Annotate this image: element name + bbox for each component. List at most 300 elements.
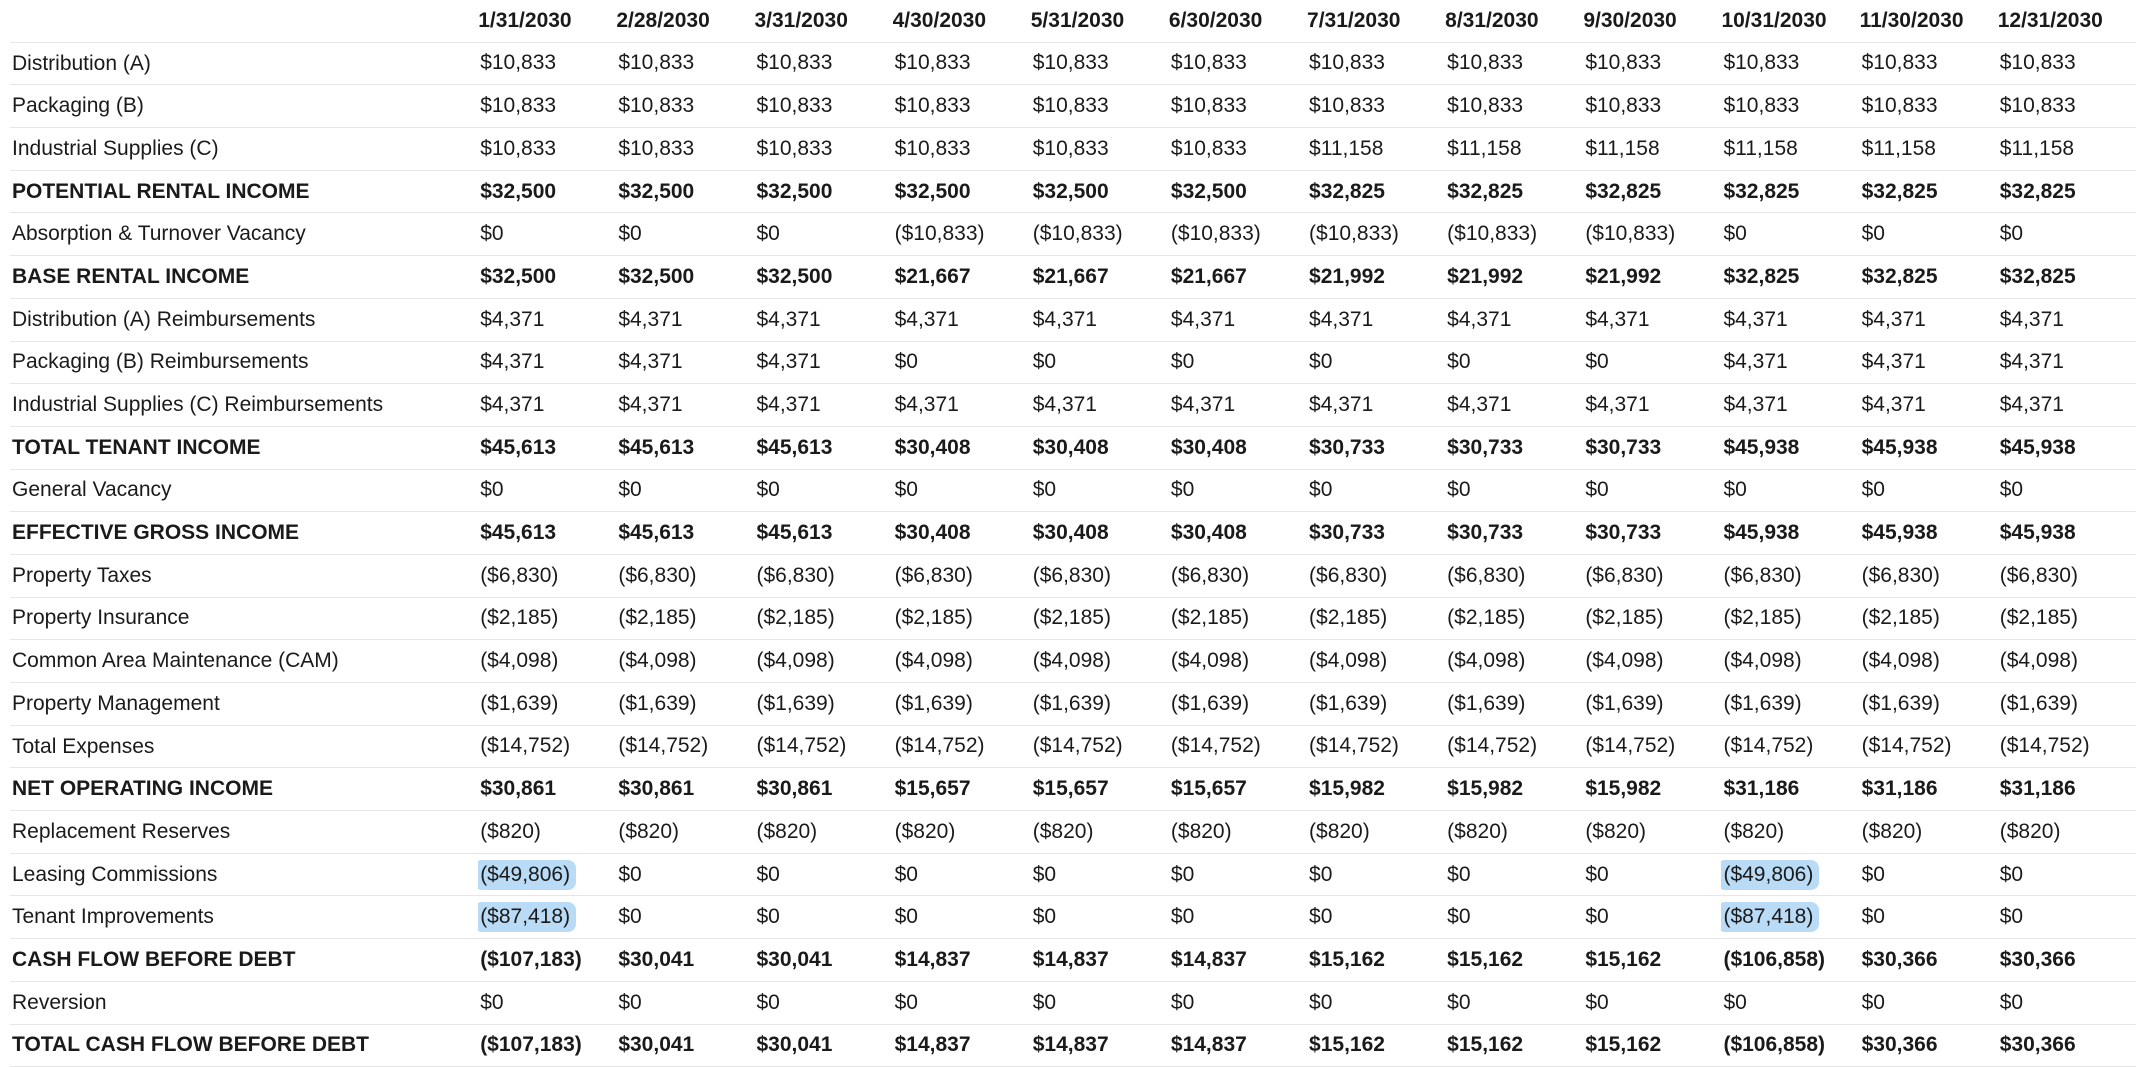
value-cell[interactable]: [616, 1024, 754, 1067]
value-cell[interactable]: [1860, 384, 1998, 427]
value-cell[interactable]: [1445, 341, 1583, 384]
value-cell[interactable]: [893, 512, 1031, 555]
value-cell[interactable]: [1860, 939, 1998, 982]
value-cell[interactable]: [1445, 170, 1583, 213]
value-cell[interactable]: [1860, 853, 1998, 896]
value-cell[interactable]: [1169, 640, 1307, 683]
value-cell[interactable]: [1445, 384, 1583, 427]
value-cell[interactable]: [1583, 1024, 1721, 1067]
value-cell[interactable]: [1031, 469, 1169, 512]
value-cell[interactable]: [1169, 725, 1307, 768]
value-cell[interactable]: [754, 811, 892, 854]
value-cell[interactable]: [1445, 939, 1583, 982]
value-cell[interactable]: [616, 597, 754, 640]
value-cell[interactable]: [893, 298, 1031, 341]
value-cell[interactable]: [1169, 981, 1307, 1024]
value-cell[interactable]: [1031, 128, 1169, 171]
value-cell[interactable]: [616, 298, 754, 341]
value-cell[interactable]: [1860, 128, 1998, 171]
value-cell[interactable]: [478, 683, 616, 726]
value-cell[interactable]: [1307, 426, 1445, 469]
value-cell[interactable]: [1445, 512, 1583, 555]
value-cell[interactable]: [893, 170, 1031, 213]
value-cell[interactable]: [1445, 1024, 1583, 1067]
column-header-date: 7/31/2030: [1307, 0, 1445, 42]
value-cell[interactable]: [1721, 426, 1859, 469]
value-cell[interactable]: [754, 341, 892, 384]
value-cell[interactable]: [1721, 768, 1859, 811]
value-cell[interactable]: [1998, 640, 2136, 683]
value-cell[interactable]: [1031, 896, 1169, 939]
value-cell[interactable]: [1307, 1024, 1445, 1067]
cell-value: $11,158: [1999, 136, 2075, 160]
value-cell[interactable]: [1860, 896, 1998, 939]
value-cell[interactable]: [893, 42, 1031, 85]
value-cell[interactable]: [478, 640, 616, 683]
value-cell[interactable]: [893, 768, 1031, 811]
value-cell[interactable]: [1583, 768, 1721, 811]
value-cell[interactable]: [1721, 298, 1859, 341]
value-cell[interactable]: [1721, 939, 1859, 982]
value-cell[interactable]: [1307, 42, 1445, 85]
value-cell[interactable]: [893, 128, 1031, 171]
value-cell[interactable]: [1031, 725, 1169, 768]
value-cell[interactable]: [1307, 213, 1445, 256]
value-cell[interactable]: [1860, 170, 1998, 213]
value-cell[interactable]: [754, 768, 892, 811]
value-cell[interactable]: [1583, 298, 1721, 341]
value-cell[interactable]: [754, 42, 892, 85]
value-cell[interactable]: [754, 640, 892, 683]
value-cell[interactable]: [754, 683, 892, 726]
value-cell[interactable]: [1169, 384, 1307, 427]
value-cell[interactable]: [1721, 128, 1859, 171]
value-cell[interactable]: [1998, 298, 2136, 341]
value-cell[interactable]: [1998, 981, 2136, 1024]
value-cell[interactable]: [1998, 128, 2136, 171]
value-cell[interactable]: [1307, 768, 1445, 811]
value-cell[interactable]: [1721, 725, 1859, 768]
value-cell[interactable]: [754, 384, 892, 427]
value-cell[interactable]: [1031, 683, 1169, 726]
value-cell[interactable]: [1031, 640, 1169, 683]
value-cell[interactable]: [1445, 128, 1583, 171]
value-cell[interactable]: [1860, 554, 1998, 597]
value-cell[interactable]: [1998, 811, 2136, 854]
value-cell[interactable]: [1998, 256, 2136, 299]
value-cell[interactable]: [1998, 469, 2136, 512]
value-cell[interactable]: [1445, 597, 1583, 640]
value-cell[interactable]: [1998, 512, 2136, 555]
value-cell[interactable]: [478, 256, 616, 299]
value-cell[interactable]: [478, 384, 616, 427]
value-cell[interactable]: [1998, 213, 2136, 256]
value-cell[interactable]: [616, 725, 754, 768]
value-cell[interactable]: [1583, 426, 1721, 469]
value-cell[interactable]: [893, 811, 1031, 854]
value-cell[interactable]: [478, 939, 616, 982]
value-cell[interactable]: [1307, 256, 1445, 299]
value-cell[interactable]: [616, 384, 754, 427]
value-cell[interactable]: [1583, 939, 1721, 982]
value-cell[interactable]: [1583, 469, 1721, 512]
value-cell[interactable]: [893, 896, 1031, 939]
value-cell[interactable]: [1307, 811, 1445, 854]
value-cell[interactable]: [1860, 1024, 1998, 1067]
value-cell[interactable]: [478, 853, 616, 896]
value-cell[interactable]: [478, 512, 616, 555]
value-cell[interactable]: [1998, 384, 2136, 427]
value-cell[interactable]: [616, 213, 754, 256]
value-cell[interactable]: [1031, 939, 1169, 982]
value-cell[interactable]: [616, 939, 754, 982]
value-cell[interactable]: [893, 384, 1031, 427]
value-cell[interactable]: [1169, 811, 1307, 854]
value-cell[interactable]: [1031, 512, 1169, 555]
value-cell[interactable]: [1445, 896, 1583, 939]
value-cell[interactable]: [754, 256, 892, 299]
value-cell[interactable]: [616, 896, 754, 939]
value-cell[interactable]: [616, 768, 754, 811]
value-cell[interactable]: [1583, 853, 1721, 896]
value-cell[interactable]: [1721, 1024, 1859, 1067]
value-cell[interactable]: [1860, 597, 1998, 640]
value-cell[interactable]: [478, 341, 616, 384]
value-cell[interactable]: [1445, 42, 1583, 85]
value-cell[interactable]: [1445, 981, 1583, 1024]
value-cell[interactable]: [1169, 853, 1307, 896]
value-cell[interactable]: [1307, 896, 1445, 939]
value-cell[interactable]: [1031, 298, 1169, 341]
value-cell[interactable]: [754, 512, 892, 555]
value-cell[interactable]: [1583, 811, 1721, 854]
value-cell[interactable]: [1721, 896, 1859, 939]
value-cell[interactable]: [478, 469, 616, 512]
value-cell[interactable]: [1445, 640, 1583, 683]
value-cell[interactable]: [893, 725, 1031, 768]
value-cell[interactable]: [1860, 256, 1998, 299]
value-cell[interactable]: [478, 213, 616, 256]
value-cell[interactable]: [1031, 213, 1169, 256]
cell-value: $30,733: [1585, 521, 1662, 545]
value-cell[interactable]: [754, 426, 892, 469]
value-cell[interactable]: [478, 1024, 616, 1067]
value-cell[interactable]: [1445, 811, 1583, 854]
value-cell[interactable]: [478, 170, 616, 213]
value-cell[interactable]: [1169, 42, 1307, 85]
value-cell[interactable]: [1307, 683, 1445, 726]
value-cell[interactable]: [754, 853, 892, 896]
value-cell[interactable]: [1998, 725, 2136, 768]
value-cell[interactable]: [1721, 512, 1859, 555]
value-cell[interactable]: [1445, 853, 1583, 896]
value-cell[interactable]: [754, 128, 892, 171]
value-cell[interactable]: [1169, 1024, 1307, 1067]
value-cell[interactable]: [616, 426, 754, 469]
value-cell[interactable]: [1307, 725, 1445, 768]
value-cell[interactable]: [1307, 384, 1445, 427]
value-cell[interactable]: [478, 128, 616, 171]
value-cell[interactable]: [1583, 341, 1721, 384]
value-cell[interactable]: [478, 725, 616, 768]
cell-value: $0: [1447, 990, 1471, 1014]
value-cell[interactable]: [478, 811, 616, 854]
value-cell[interactable]: [478, 298, 616, 341]
value-cell[interactable]: [1860, 85, 1998, 128]
value-cell[interactable]: [1583, 213, 1721, 256]
value-cell[interactable]: [1169, 170, 1307, 213]
value-cell[interactable]: [1445, 426, 1583, 469]
value-cell[interactable]: [1169, 213, 1307, 256]
value-cell[interactable]: [1031, 384, 1169, 427]
value-cell[interactable]: [616, 981, 754, 1024]
value-cell[interactable]: [1445, 725, 1583, 768]
value-cell[interactable]: [616, 128, 754, 171]
value-cell[interactable]: [893, 1024, 1031, 1067]
value-cell[interactable]: [893, 683, 1031, 726]
value-cell[interactable]: [1998, 341, 2136, 384]
value-cell[interactable]: [1721, 554, 1859, 597]
value-cell[interactable]: [616, 512, 754, 555]
value-cell[interactable]: [893, 853, 1031, 896]
value-cell[interactable]: [1445, 298, 1583, 341]
value-cell[interactable]: [1031, 256, 1169, 299]
value-cell[interactable]: [1445, 768, 1583, 811]
value-cell[interactable]: [754, 896, 892, 939]
value-cell[interactable]: [893, 981, 1031, 1024]
value-cell[interactable]: [1445, 683, 1583, 726]
value-cell[interactable]: [1031, 981, 1169, 1024]
value-cell[interactable]: [1721, 341, 1859, 384]
value-cell[interactable]: [1721, 853, 1859, 896]
value-cell[interactable]: [1169, 939, 1307, 982]
value-cell[interactable]: [893, 469, 1031, 512]
value-cell[interactable]: [1998, 1024, 2136, 1067]
value-cell[interactable]: [1169, 85, 1307, 128]
value-cell[interactable]: [478, 981, 616, 1024]
value-cell[interactable]: [754, 1024, 892, 1067]
value-cell[interactable]: [1998, 597, 2136, 640]
value-cell[interactable]: [893, 426, 1031, 469]
value-cell[interactable]: [1445, 554, 1583, 597]
value-cell[interactable]: [754, 298, 892, 341]
value-cell[interactable]: [1998, 170, 2136, 213]
value-cell[interactable]: [1583, 981, 1721, 1024]
value-cell[interactable]: [1721, 981, 1859, 1024]
cell-value: $0: [1309, 905, 1333, 929]
value-cell[interactable]: [1031, 597, 1169, 640]
value-cell[interactable]: [1860, 683, 1998, 726]
value-cell[interactable]: [754, 939, 892, 982]
cell-value: $30,861: [618, 777, 695, 801]
value-cell[interactable]: [1583, 512, 1721, 555]
value-cell[interactable]: [616, 640, 754, 683]
value-cell[interactable]: [616, 554, 754, 597]
value-cell[interactable]: [1031, 170, 1169, 213]
value-cell[interactable]: [616, 341, 754, 384]
value-cell[interactable]: [1307, 939, 1445, 982]
value-cell[interactable]: [1721, 597, 1859, 640]
value-cell[interactable]: [1307, 554, 1445, 597]
cell-value: $4,371: [1309, 392, 1374, 416]
value-cell[interactable]: [1998, 853, 2136, 896]
value-cell[interactable]: [1307, 469, 1445, 512]
value-cell[interactable]: [616, 853, 754, 896]
value-cell[interactable]: [1169, 597, 1307, 640]
value-cell[interactable]: [1583, 170, 1721, 213]
value-cell[interactable]: [1721, 170, 1859, 213]
table-row: [10, 341, 2136, 384]
value-cell[interactable]: [754, 469, 892, 512]
value-cell[interactable]: [616, 683, 754, 726]
value-cell[interactable]: [1445, 213, 1583, 256]
value-cell[interactable]: [1860, 768, 1998, 811]
value-cell[interactable]: [1721, 256, 1859, 299]
value-cell[interactable]: [1445, 469, 1583, 512]
value-cell[interactable]: [1860, 725, 1998, 768]
value-cell[interactable]: [1721, 469, 1859, 512]
value-cell[interactable]: [616, 170, 754, 213]
value-cell[interactable]: [478, 597, 616, 640]
value-cell[interactable]: [1721, 811, 1859, 854]
value-cell[interactable]: [1860, 981, 1998, 1024]
value-cell[interactable]: [1307, 640, 1445, 683]
value-cell[interactable]: [1169, 128, 1307, 171]
value-cell[interactable]: [1998, 42, 2136, 85]
value-cell[interactable]: [1860, 42, 1998, 85]
value-cell[interactable]: [893, 939, 1031, 982]
value-cell[interactable]: [478, 896, 616, 939]
value-cell[interactable]: [1169, 554, 1307, 597]
value-cell[interactable]: [616, 256, 754, 299]
value-cell[interactable]: [1307, 853, 1445, 896]
value-cell[interactable]: [893, 85, 1031, 128]
value-cell[interactable]: [1583, 554, 1721, 597]
value-cell[interactable]: [893, 640, 1031, 683]
value-cell[interactable]: [1169, 298, 1307, 341]
value-cell[interactable]: [754, 981, 892, 1024]
value-cell[interactable]: [1721, 213, 1859, 256]
value-cell[interactable]: [1031, 426, 1169, 469]
value-cell[interactable]: [1307, 981, 1445, 1024]
value-cell[interactable]: [1998, 85, 2136, 128]
value-cell[interactable]: [1860, 512, 1998, 555]
value-cell[interactable]: [893, 256, 1031, 299]
value-cell[interactable]: [1169, 469, 1307, 512]
value-cell[interactable]: [754, 597, 892, 640]
cell-value: $4,371: [1861, 307, 1926, 331]
value-cell[interactable]: [1169, 341, 1307, 384]
value-cell[interactable]: [1860, 469, 1998, 512]
value-cell[interactable]: [754, 85, 892, 128]
value-cell[interactable]: [1721, 42, 1859, 85]
value-cell[interactable]: [1169, 683, 1307, 726]
value-cell[interactable]: [1583, 683, 1721, 726]
value-cell[interactable]: [1169, 426, 1307, 469]
value-cell[interactable]: [1998, 426, 2136, 469]
cell-value: ($14,752): [618, 734, 709, 758]
value-cell[interactable]: [478, 426, 616, 469]
value-cell[interactable]: [1583, 85, 1721, 128]
value-cell[interactable]: [893, 213, 1031, 256]
value-cell[interactable]: [1860, 640, 1998, 683]
value-cell[interactable]: [754, 725, 892, 768]
value-cell[interactable]: [1445, 85, 1583, 128]
value-cell[interactable]: [1031, 85, 1169, 128]
value-cell[interactable]: [478, 554, 616, 597]
row-label: Property Management: [10, 683, 478, 726]
value-cell[interactable]: [1860, 341, 1998, 384]
value-cell[interactable]: [1307, 298, 1445, 341]
cell-value: $0: [756, 222, 780, 246]
value-cell[interactable]: [616, 42, 754, 85]
value-cell[interactable]: [1583, 597, 1721, 640]
value-cell[interactable]: [1583, 896, 1721, 939]
value-cell[interactable]: [478, 768, 616, 811]
value-cell[interactable]: [1998, 896, 2136, 939]
value-cell[interactable]: [754, 213, 892, 256]
value-cell[interactable]: [1998, 683, 2136, 726]
value-cell[interactable]: [1721, 85, 1859, 128]
value-cell[interactable]: [1169, 896, 1307, 939]
value-cell[interactable]: [1721, 384, 1859, 427]
value-cell[interactable]: [616, 85, 754, 128]
value-cell[interactable]: [1031, 853, 1169, 896]
value-cell[interactable]: [1445, 256, 1583, 299]
value-cell[interactable]: [893, 554, 1031, 597]
value-cell[interactable]: [616, 469, 754, 512]
value-cell[interactable]: [1307, 85, 1445, 128]
value-cell[interactable]: [1860, 213, 1998, 256]
value-cell[interactable]: [754, 170, 892, 213]
value-cell[interactable]: [893, 341, 1031, 384]
value-cell[interactable]: [1583, 256, 1721, 299]
value-cell[interactable]: [1583, 128, 1721, 171]
value-cell[interactable]: [1031, 768, 1169, 811]
value-cell[interactable]: [1721, 640, 1859, 683]
value-cell[interactable]: [1583, 640, 1721, 683]
value-cell[interactable]: [1169, 512, 1307, 555]
value-cell[interactable]: [1860, 426, 1998, 469]
value-cell[interactable]: [1031, 811, 1169, 854]
value-cell[interactable]: [1031, 554, 1169, 597]
value-cell[interactable]: [478, 85, 616, 128]
value-cell[interactable]: [754, 554, 892, 597]
value-cell[interactable]: [1583, 42, 1721, 85]
value-cell[interactable]: [1583, 725, 1721, 768]
value-cell[interactable]: [1307, 170, 1445, 213]
value-cell[interactable]: [1998, 554, 2136, 597]
value-cell[interactable]: [1031, 42, 1169, 85]
value-cell[interactable]: [1307, 597, 1445, 640]
value-cell[interactable]: [1031, 1024, 1169, 1067]
value-cell[interactable]: [1583, 384, 1721, 427]
value-cell[interactable]: [1169, 768, 1307, 811]
value-cell[interactable]: [1307, 128, 1445, 171]
value-cell[interactable]: [1998, 939, 2136, 982]
value-cell[interactable]: [1860, 811, 1998, 854]
value-cell[interactable]: [1031, 341, 1169, 384]
value-cell[interactable]: [1998, 768, 2136, 811]
value-cell[interactable]: [1307, 341, 1445, 384]
value-cell[interactable]: [893, 597, 1031, 640]
value-cell[interactable]: [1169, 256, 1307, 299]
value-cell[interactable]: [1307, 512, 1445, 555]
value-cell[interactable]: [478, 42, 616, 85]
value-cell[interactable]: [1721, 683, 1859, 726]
value-cell[interactable]: [616, 811, 754, 854]
value-cell[interactable]: [1860, 298, 1998, 341]
